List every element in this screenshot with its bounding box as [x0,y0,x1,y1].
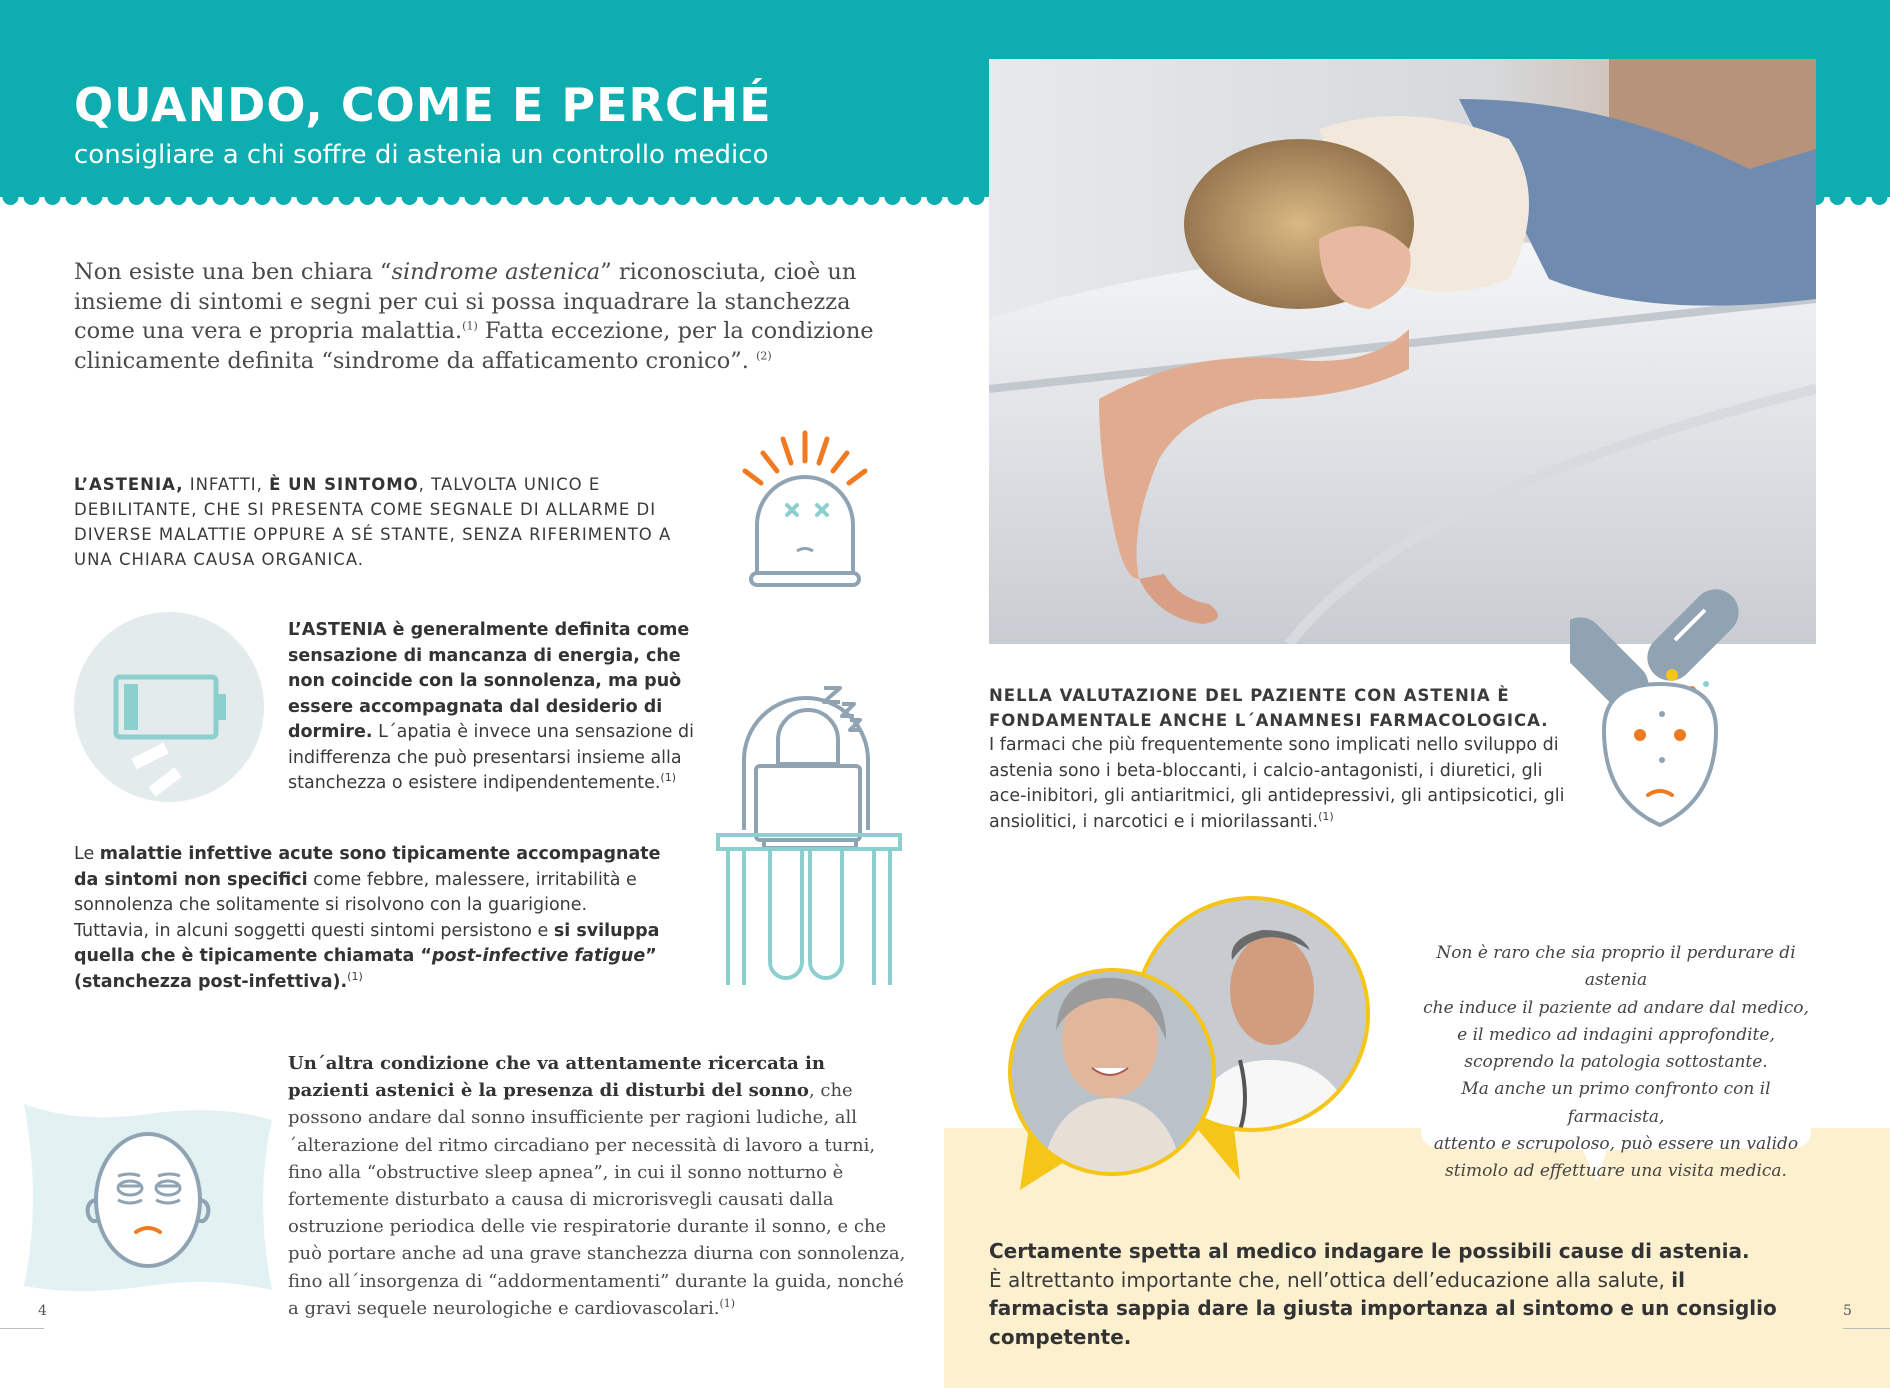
footer-rule-left [0,1328,44,1329]
infection-paragraph: Le malattie infettive acute sono tipicamente accompagnate da sintomi non specifici come febbre, malessere, irritabilità e sonnolenza che solitamente si risolvono con la guarigione. Tuttavia, in alcuni soggetti questi sintomi persistono e si sviluppa quella che è tipicamente chiamata “post-infective fatigue” (stanchezza post-infettiva).$^{(1)}$ [74,844,661,992]
page-number-right: 5 [1843,1303,1852,1319]
conclusion-paragraph: Certamente spetta al medico indagare le possibili cause di astenia. È altrettanto importante che, nell’ottica dell’educazione alla salute, il farmacista sappia dare la giusta importanza al sintomo e un consiglio competente. [989,1239,1777,1349]
patient-doctor-bubbles [1000,890,1390,1210]
low-battery-icon [74,612,264,802]
definition-paragraph: L’ASTENIA è generalmente definita come sensazione di mancanza di energia, che non coincide con la sonnolenza, ma può essere accompagnata dal desiderio di dormire. L´apatia è invece una sensazione di indifferenza che può presentarsi insieme alla stanchezza o esistere indipendentemente.$^{(1)}$ [288,620,694,793]
pharma-heading: NELLA VALUTAZIONE DEL PAZIENTE CON ASTENIA È FONDAMENTALE ANCHE L´ANAMNESI FARMACOLOGICA. [989,686,1549,730]
footer-rule-right [1843,1328,1890,1329]
pharma-body: I farmaci che più frequentemente sono implicati nello sviluppo di astenia sono i beta-bloccanti, i calcio-antagonisti, i diuretici, gli ace-inibitori, gli antiaritmici, gli antidepressivi, gli antipsicotici, gli ansiolitici, i narcotici e i miorilassanti.$^{(1)}$ [989,735,1565,832]
page-title: QUANDO, COME E PERCHÉ [74,78,772,132]
alarm-head-icon [735,425,875,595]
woman-sleeping-photo [989,59,1816,644]
tired-face-pillow-icon [18,1090,278,1320]
pharma-paragraph [989,683,1569,835]
pills-face-icon [1570,580,1750,830]
quote-text: Non è raro che sia proprio il perdurare di astenia che induce il paziente ad andare dal medico, e il medico ad indagini approfondite, scoprendo la patologia sottostante. Ma anche un primo confronto con il farmacista, attento e scrupoloso, può essere un valido stimolo ad effettuare una visita medica. [1423,943,1809,1182]
intro-paragraph: Non esiste una ben chiara “sindrome astenica” riconosciuta, cioè un insieme di sintomi e segni per cui si possa inquadrare la stanchezza come una vera e propria malattia.$^{(1)}$ Fatta eccezione, per la condizione clinicamente definita “sindrome da affaticamento cronico”. $^{(2)}$ [74,259,874,374]
page-number-left: 4 [38,1303,47,1319]
page-subtitle: consigliare a chi soffre di astenia un controllo medico [74,140,769,170]
symptom-paragraph: L’ASTENIA, INFATTI, È UN SINTOMO, TALVOLTA UNICO E DEBILITANTE, CHE SI PRESENTA COME SEGNALE DI ALLARME DI DIVERSE MALATTIE OPPURE A SÉ STANTE, SENZA RIFERIMENTO A UNA CHIARA CAUSA ORGANICA. [74,475,672,569]
sleep-disorders-paragraph: Un´altra condizione che va attentamente ricercata in pazienti astenici è la presenza di disturbi del sonno, che possono andare dal sonno insufficiente per ragioni ludiche, all´alterazione del ritmo circadiano per necessità di lavoro a turni, fino alla “obstructive sleep apnea”, in cui il sonno notturno è fortemente disturbato a causa di microrisvegli causati dalla ostruzione periodica delle vie respiratorie durante il sonno, e che può portare anche ad una grave stanchezza diurna con sonnolenza, fino all´insorgenza di “addormentamenti” durante la guida, nonché a gravi sequele neurologiche e cardiovascolari.$^{(1)}$ [288,1053,906,1319]
sleeping-at-desk-icon [714,680,904,990]
